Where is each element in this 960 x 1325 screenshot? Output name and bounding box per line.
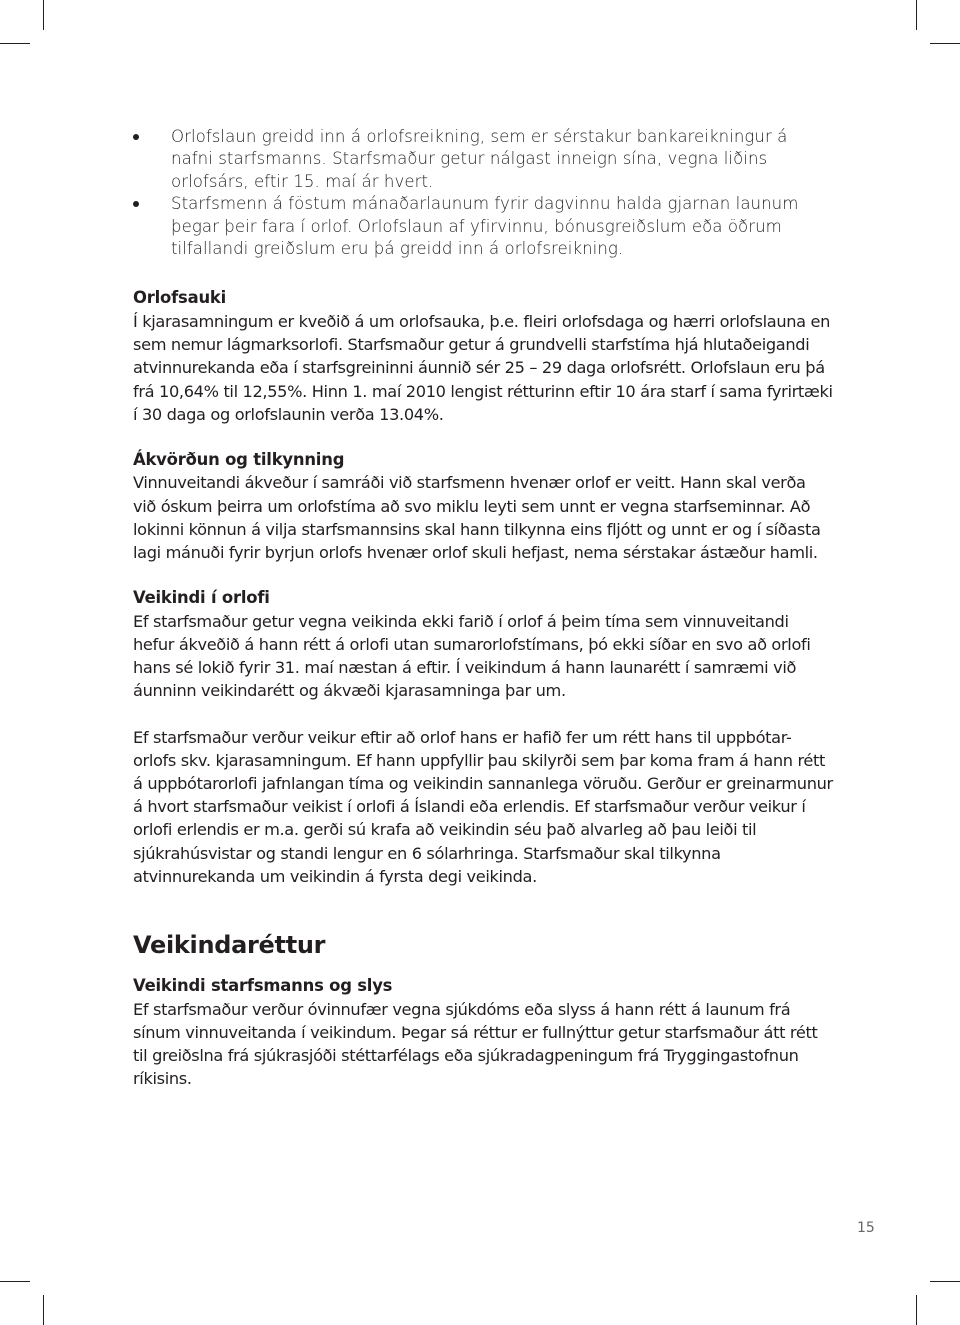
- page-number: 15: [857, 1220, 875, 1236]
- section-veikindarettur: [133, 930, 833, 1090]
- section-text: Ef starfsmaður verður veikur eftir að orlof hans er hafið fer um rétt hans til uppbótar-orlofs skv. kjarasamningum. Ef hann uppfyllir þau skilyrði sem þar koma fram á hann rétt á uppbótarorlofi jafnlangan tíma og veikindin sannanlega vöruðu. Gerður er greinarmunur á hvort starfsmaður veikist í orlofi á Íslandi eða erlendis. Ef starfsmaður verður veikur í orlofi erlendis er m.a. gerði sú krafa að veikindin séu það alvarleg að þau leiði til sjúkrahúsvistar og standi lengur en 6 sólarhringa. Starfsmaður skal tilkynna atvinnurekanda um veikindin á fyrsta degi veikinda.: [133, 727, 833, 886]
- crop-mark-bottom-right-v: [916, 1295, 917, 1325]
- section-title: Orlofsauki: [133, 288, 227, 308]
- section-title: Ákvörðun og tilkynning: [133, 449, 345, 469]
- bullet-dot-icon: [133, 201, 139, 207]
- section-title: Veikindi í orlofi: [133, 588, 270, 608]
- section-text: Í kjarasamningum er kveðið á um orlofsauka, þ.e. fleiri orlofsdaga og hærri orlofslauna en sem nemur lágmarksorlofi. Starfsmaður getur á grundvelli starfstíma hjá hlutaðeigandi atvinnurekanda eða í starfsgreininni áunnið sér 25 – 29 daga orlofsrétt. Orlofslaun eru þá frá 10,64% til 12,55%. Hinn 1. maí 2010 lengist rétturinn eftir 10 ára starf í sama fyrirtæki í 30 daga og orlofslaunin verða 13.04%.: [133, 311, 833, 424]
- page-content: [133, 126, 833, 1090]
- bullet-item: Orlofslaun greidd inn á orlofsreikning, sem er sérstakur bankareikningur á nafni starfsmanns. Starfsmaður getur nálgast inneign sína, vegna liðins orlofsárs, eftir 15. maí ár hvert.: [133, 126, 833, 193]
- section-orlofsauki: [133, 286, 833, 426]
- bullet-dot-icon: [133, 134, 139, 140]
- section-akvordun: [133, 448, 833, 564]
- section-veikindi-i-orlofi: [133, 586, 833, 888]
- bullet-item: Starfsmenn á föstum mánaðarlaunum fyrir dagvinnu halda gjarnan launum þegar þeir fara í orlof. Orlofslaun af yfirvinnu, bónusgreiðslum eða öðrum tilfallandi greiðslum eru þá greidd inn á orlofsreikning.: [133, 193, 833, 260]
- crop-mark-top-left-h: [0, 43, 30, 44]
- crop-mark-top-right-h: [930, 43, 960, 44]
- crop-mark-top-right-v: [916, 0, 917, 30]
- crop-mark-bottom-left-v: [43, 1295, 44, 1325]
- crop-mark-top-left-v: [43, 0, 44, 30]
- section-text: Ef starfsmaður getur vegna veikinda ekki farið í orlof á þeim tíma sem vinnuveitandi hefur ákveðið á hann rétt á orlofi utan sumarorlofstímans, þó ekki síðar en svo að orlofi hans sé lokið fyrir 31. maí næstan á eftir. Í veikindum á hann launarétt í samræmi við áunninn veikindarétt og ákvæði kjarasamninga þar um.: [133, 611, 811, 701]
- bullet-list: [133, 126, 833, 260]
- section-text: Ef starfsmaður verður óvinnufær vegna sjúkdóms eða slyss á hann rétt á launum frá sínum vinnuveitanda í veikindum. Þegar sá réttur er fullnýttur getur starfsmaður átt rétt til greiðslna frá sjúkrasjóði stéttarfélags eða sjúkradagpeningum frá Tryggingastofnun ríkisins.: [133, 999, 818, 1089]
- section-text: Vinnuveitandi ákveður í samráði við starfsmenn hvenær orlof er veitt. Hann skal verða við óskum þeirra um orlofstíma að svo miklu leyti sem unnt er vegna starfseminnar. Að lokinni könnun á vilja starfsmannsins skal hann tilkynna eins fljótt og unnt er og í síðasta lagi mánuði fyrir byrjun orlofs hvenær orlof skuli hefjast, nema sérstakar ástæður hamli.: [133, 473, 821, 563]
- chapter-heading: Veikindaréttur: [133, 931, 326, 959]
- section-title: Veikindi starfsmanns og slys: [133, 976, 393, 995]
- crop-mark-bottom-left-h: [0, 1281, 30, 1282]
- crop-mark-bottom-right-h: [930, 1281, 960, 1282]
